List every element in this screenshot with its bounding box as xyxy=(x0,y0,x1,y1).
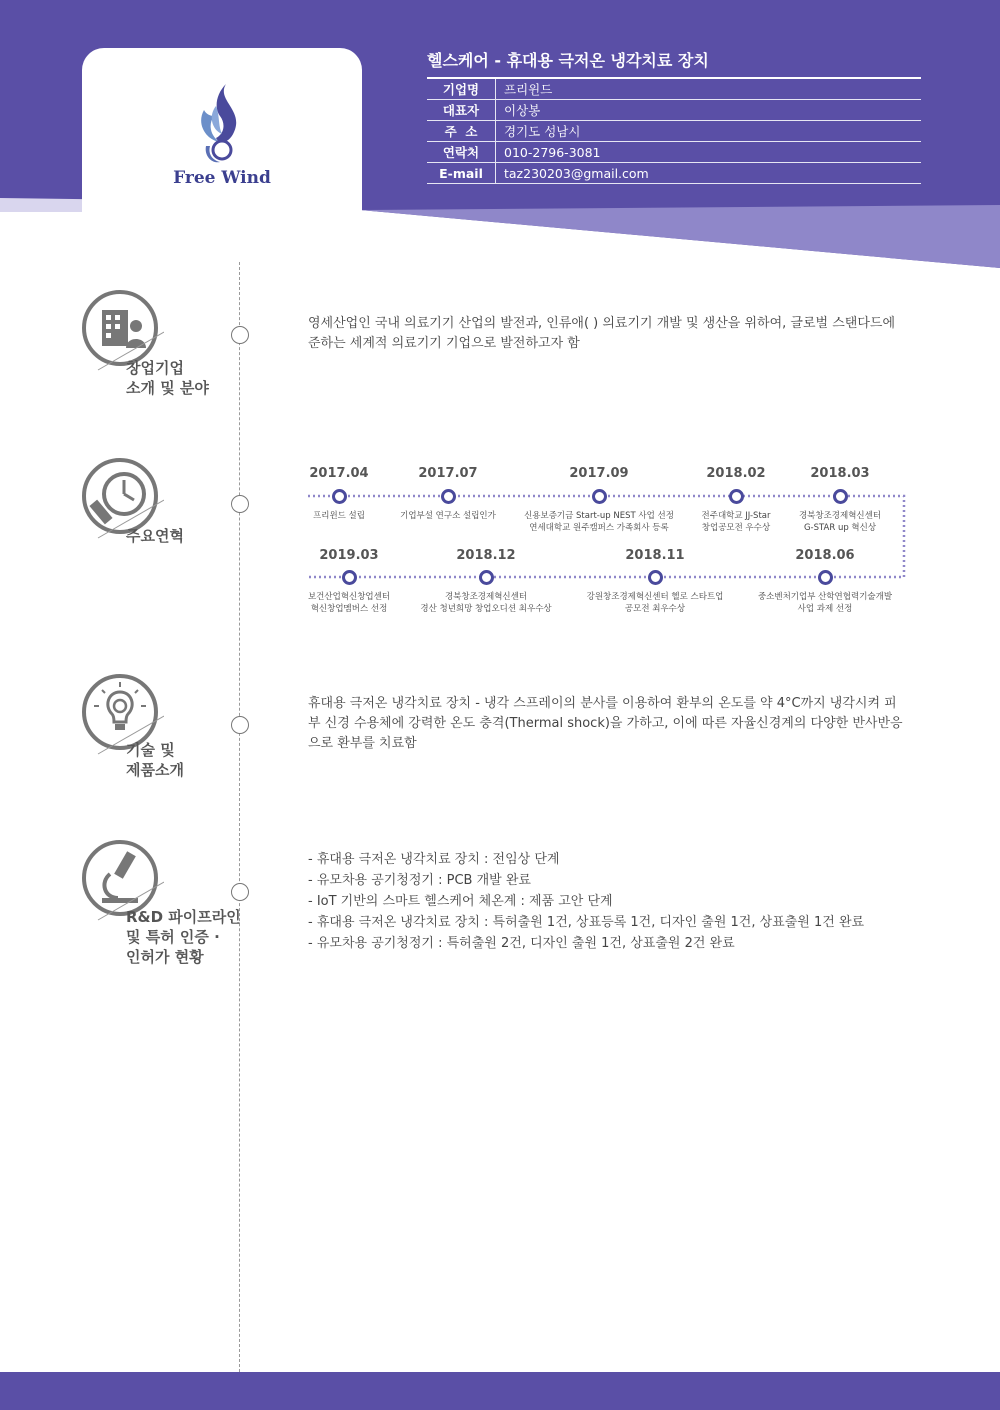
timeline-desc-line: 경산 청년희망 창업오디션 최우수상 xyxy=(420,604,552,614)
section-label-history xyxy=(126,526,184,546)
section-marker-rnd xyxy=(231,883,249,901)
label-line: 창업기업 xyxy=(126,359,184,377)
timeline-dot xyxy=(479,570,494,585)
timeline-year: 2017.09 xyxy=(569,466,629,481)
info-value: 이상봉 xyxy=(496,100,922,121)
timeline-year: 2019.03 xyxy=(319,548,379,563)
timeline-year: 2017.07 xyxy=(418,466,478,481)
info-key: 주 소 xyxy=(427,121,496,142)
timeline-year: 2018.02 xyxy=(706,466,766,481)
timeline-desc-line: 창업공모전 우수상 xyxy=(701,523,771,533)
timeline-year: 2018.11 xyxy=(625,548,685,563)
info-row-phone xyxy=(427,142,921,163)
info-key: E-mail xyxy=(427,163,496,184)
info-key: 대표자 xyxy=(427,100,496,121)
info-row-company xyxy=(427,78,921,100)
timeline-desc-line: 신용보증기금 Start-up NEST 사업 선정 xyxy=(524,511,674,521)
timeline-dot xyxy=(441,489,456,504)
label-line: 기술 및 xyxy=(126,741,175,759)
timeline-desc-line: 프리윈드 설립 xyxy=(313,511,365,521)
timeline-dot xyxy=(818,570,833,585)
timeline-desc-line: 중소벤처기업부 산학연협력기술개발 xyxy=(757,592,893,602)
timeline-desc-line: 공모전 최우수상 xyxy=(624,604,686,614)
timeline-year: 2018.03 xyxy=(810,466,870,481)
timeline-year: 2018.12 xyxy=(456,548,516,563)
label-line: 인허가 현황 xyxy=(126,948,204,966)
timeline-dot xyxy=(332,489,347,504)
timeline-dot xyxy=(729,489,744,504)
flame-logo-icon xyxy=(186,80,254,168)
info-row-email xyxy=(427,163,921,184)
list-item: - IoT 기반의 스마트 헬스케어 체온계 : 제품 고안 단계 xyxy=(308,894,613,909)
info-key: 기업명 xyxy=(427,78,496,100)
section-divider-line xyxy=(239,262,240,1372)
info-value: 010-2796-3081 xyxy=(496,142,922,163)
info-key: 연락처 xyxy=(427,142,496,163)
intro-text: 영세산업인 국내 의료기기 산업의 발전과, 인류애( ) 의료기기 개발 및 생산을 위하여, 글로벌 스탠다드에 준하는 세계적 의료기기 기업으로 발전하고자 함 xyxy=(308,316,896,351)
timeline-dot xyxy=(833,489,848,504)
label-line: 및 특허 인증 · xyxy=(126,928,220,946)
info-value: 프리윈드 xyxy=(496,78,922,100)
label-line: 제품소개 xyxy=(126,761,184,779)
timeline-desc-line: 강원창조경제혁신센터 헬로 스타트업 xyxy=(586,592,724,602)
timeline-desc-line: 경북창조경제혁신센터 xyxy=(444,592,528,602)
logo-text: Free Wind xyxy=(173,168,271,188)
timeline-desc-line: 연세대학교 원주캠퍼스 가족회사 등록 xyxy=(529,523,669,533)
timeline-desc-line: 경북창조경제혁신센터 xyxy=(798,511,882,521)
timeline-description xyxy=(745,510,935,534)
section-label-tech xyxy=(126,740,184,780)
timeline-desc-line: 혁신창업멤버스 선정 xyxy=(310,604,388,614)
section-marker-tech xyxy=(231,716,249,734)
list-item: - 휴대용 극저온 냉각치료 장치 : 전임상 단계 xyxy=(308,852,560,867)
company-info-table xyxy=(427,77,921,184)
section-marker-intro xyxy=(231,326,249,344)
timeline-desc-line: 사업 과제 선정 xyxy=(797,604,853,614)
timeline-desc-line: G-STAR up 혁신상 xyxy=(803,523,877,533)
timeline-description xyxy=(730,591,920,615)
info-value: 경기도 성남시 xyxy=(496,121,922,142)
page-title: 헬스케어 - 휴대용 극저온 냉각치료 장치 xyxy=(427,51,709,70)
timeline-description xyxy=(560,591,750,615)
logo-card xyxy=(82,48,362,238)
timeline-desc-line: 전주대학교 JJ-Star xyxy=(701,511,771,521)
timeline-year: 2017.04 xyxy=(309,466,369,481)
section-label-rnd xyxy=(126,907,241,967)
timeline-dot xyxy=(648,570,663,585)
list-item: - 유모차용 공기청정기 : PCB 개발 완료 xyxy=(308,873,531,888)
info-row-ceo xyxy=(427,100,921,121)
label-line: R&D 파이프라인 xyxy=(126,908,241,926)
tech-text: 휴대용 극저온 냉각치료 장치 - 냉각 스프레이의 분사를 이용하여 환부의 온도를 약 4°C까지 냉각시켜 피부 신경 수용체에 강력한 온도 충격(Thermal shock)을 가하고, 이에 따른 자율신경계의 다양한 반사반응으로 환부를 치료함 xyxy=(308,696,903,751)
section-label-intro xyxy=(126,358,209,398)
footer-bar xyxy=(0,1372,1000,1410)
timeline-dot xyxy=(342,570,357,585)
timeline-year: 2018.06 xyxy=(795,548,855,563)
timeline-dot xyxy=(592,489,607,504)
rnd-list xyxy=(308,849,864,954)
label-line: 주요연혁 xyxy=(126,527,184,545)
timeline-desc-line: 보건산업혁신창업센터 xyxy=(307,592,391,602)
info-value[interactable]: taz230203@gmail.com xyxy=(496,163,922,184)
info-row-address xyxy=(427,121,921,142)
timeline-desc-line: 기업부설 연구소 설립인가 xyxy=(400,511,496,521)
label-line: 소개 및 분야 xyxy=(126,379,209,397)
list-item: - 휴대용 극저온 냉각치료 장치 : 특허출원 1건, 상표등록 1건, 디자인 출원 1건, 상표출원 1건 완료 xyxy=(308,915,865,930)
timeline-description xyxy=(391,591,581,615)
list-item: - 유모차용 공기청정기 : 특허출원 2건, 디자인 출원 1건, 상표출원 2건 완료 xyxy=(308,936,735,951)
